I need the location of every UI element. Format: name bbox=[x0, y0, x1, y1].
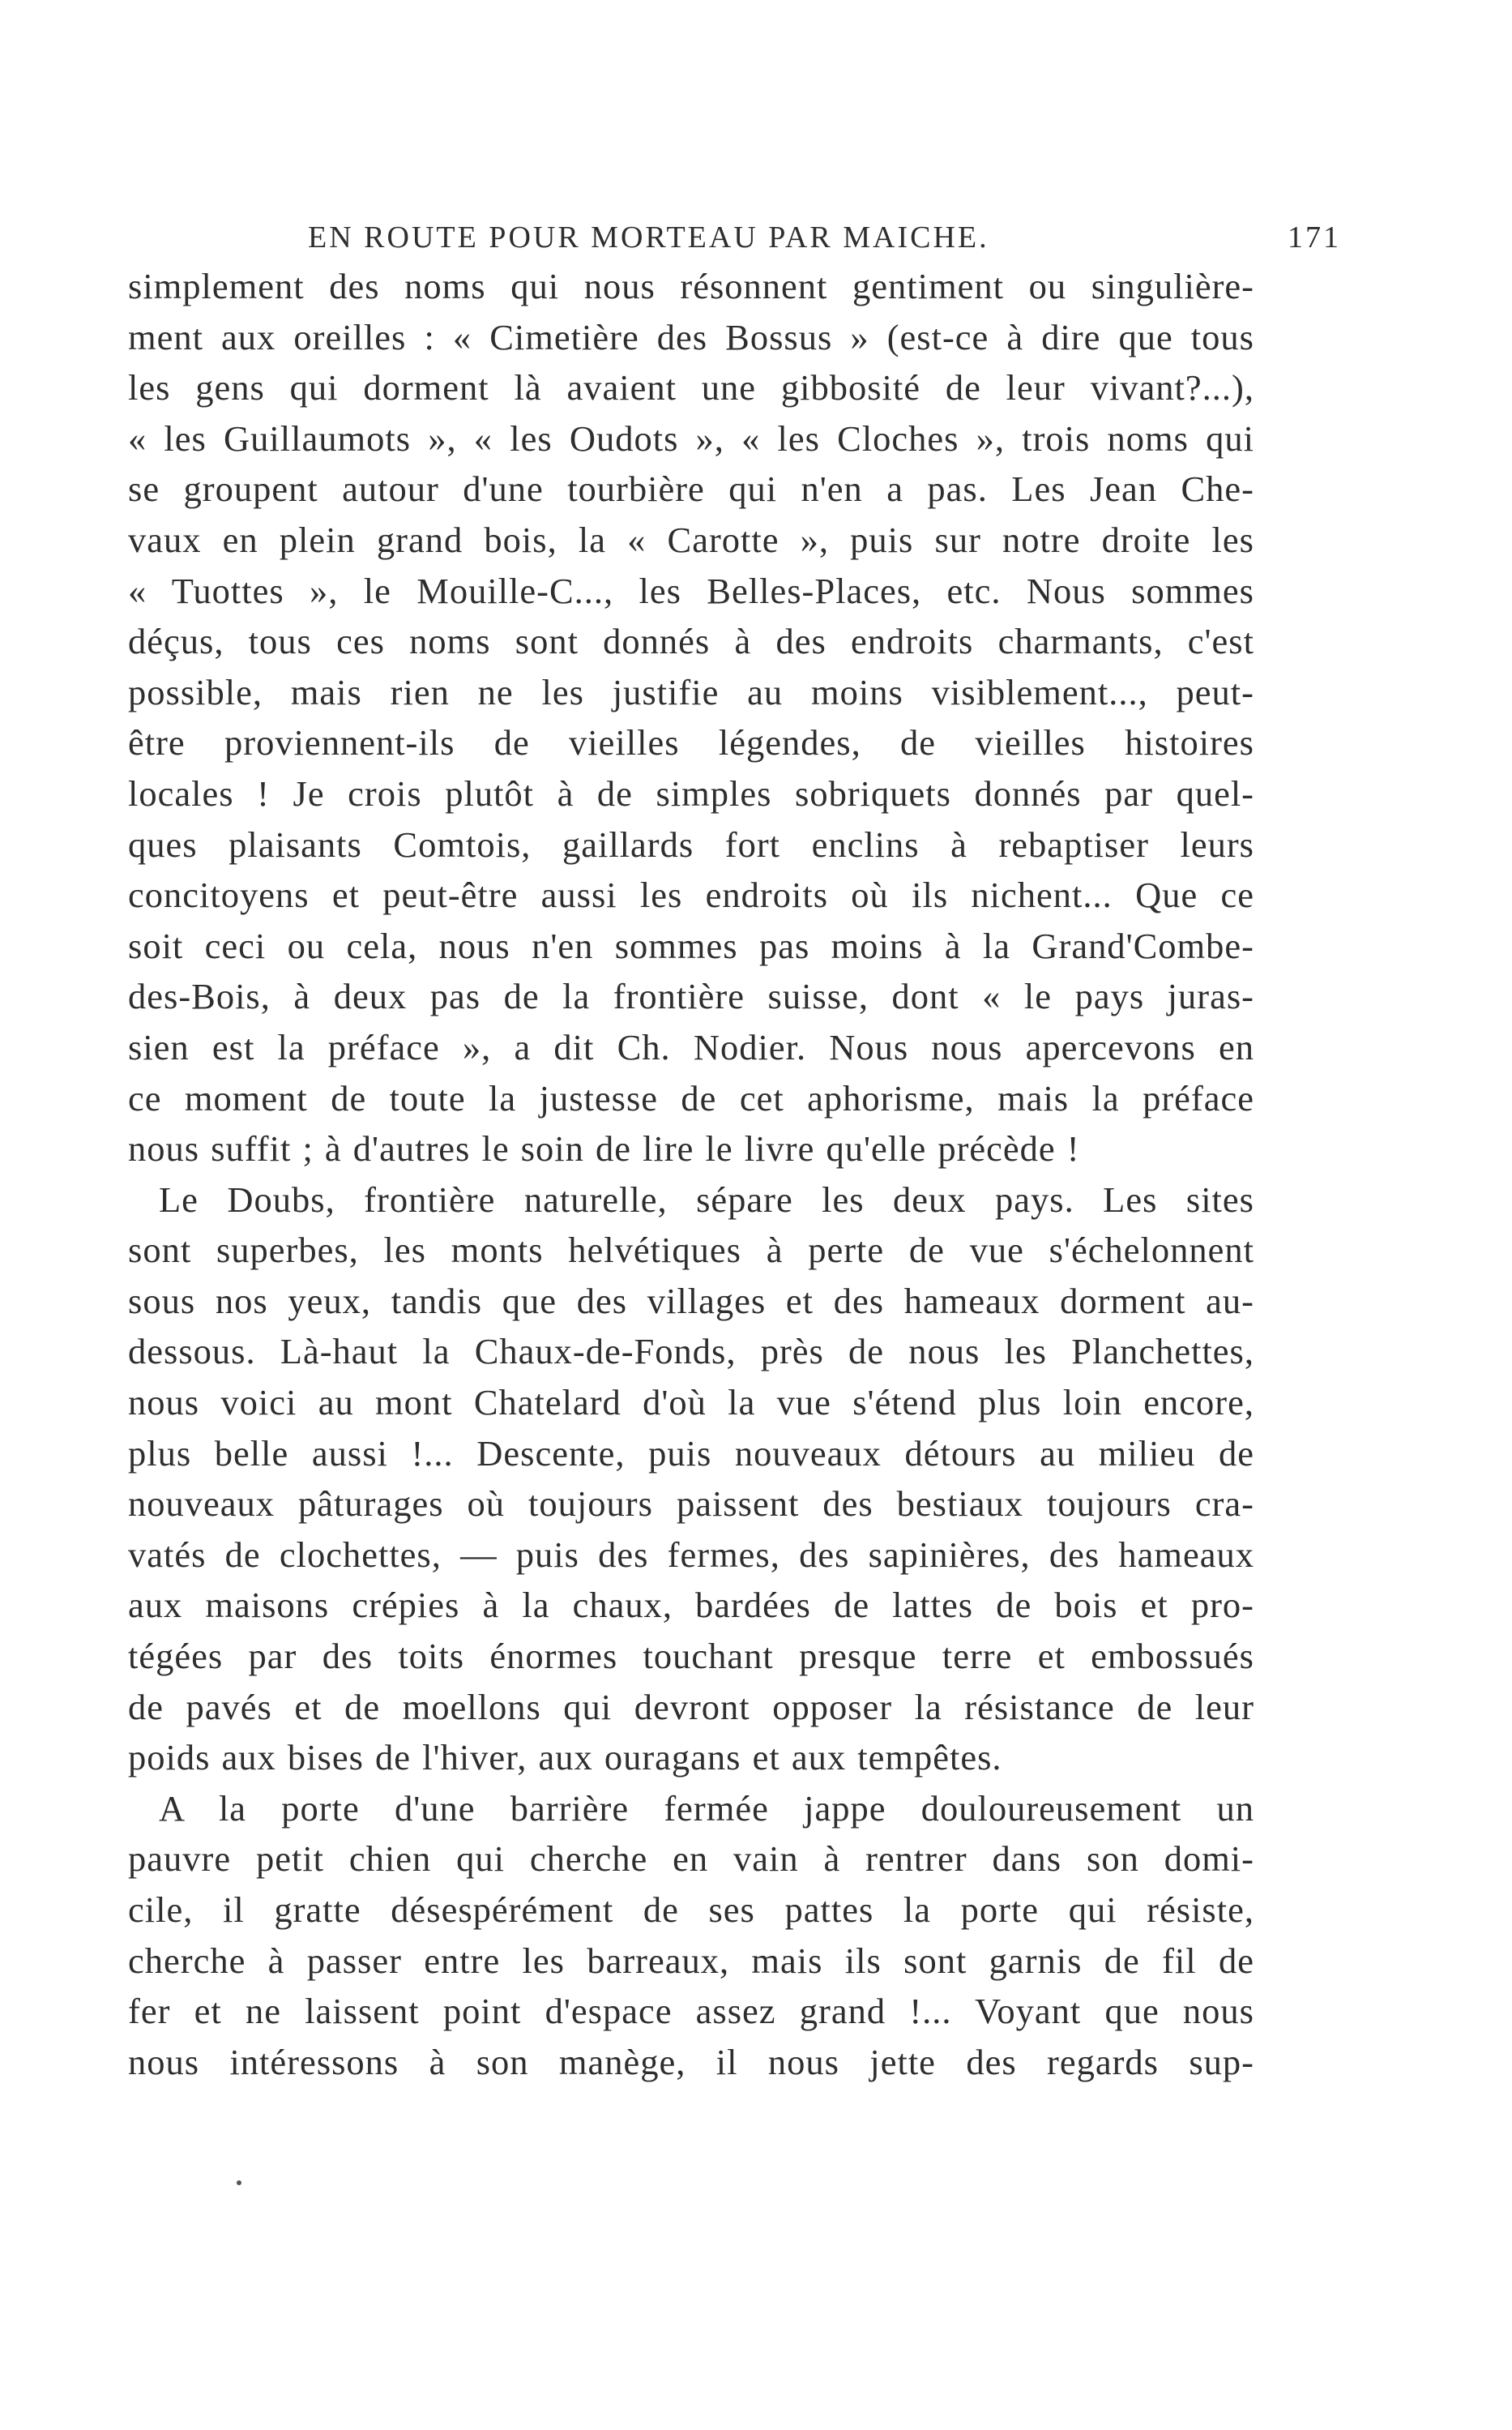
text-line: pauvre petit chien qui cherche en vain à rentrer dans son domi- bbox=[128, 1838, 1254, 1880]
text-line: soit ceci ou cela, nous n'en sommes pas moins à la Grand'Combe- bbox=[128, 925, 1254, 966]
text-line: dessous. Là-haut la Chaux-de-Fonds, près de nous les Planchettes, bbox=[128, 1331, 1254, 1372]
text-line: des-Bois, à deux pas de la frontière suisse, dont « le pays juras- bbox=[128, 976, 1254, 1017]
text-line: nouveaux pâturages où toujours paissent des bestiaux toujours cra- bbox=[128, 1483, 1254, 1525]
text-line: de pavés et de moellons qui devront opposer la résistance de leur bbox=[128, 1686, 1254, 1727]
text-line: tégées par des toits énormes touchant presque terre et embossués bbox=[128, 1636, 1254, 1677]
text-line: sien est la préface », a dit Ch. Nodier. Nous nous apercevons en bbox=[128, 1026, 1254, 1067]
text-line: déçus, tous ces noms sont donnés à des endroits charmants, c'est bbox=[128, 621, 1254, 662]
paragraph-start-line: Le Doubs, frontière naturelle, sépare les deux pays. Les sites bbox=[159, 1179, 1254, 1220]
running-head bbox=[308, 217, 1341, 258]
body-text bbox=[128, 261, 1254, 2087]
text-line: aux maisons crépies à la chaux, bardées de lattes de bois et pro- bbox=[128, 1585, 1254, 1626]
text-line: les gens qui dorment là avaient une gibbosité de leur vivant?...), bbox=[128, 367, 1254, 409]
text-line: vaux en plein grand bois, la « Carotte », puis sur notre droite les bbox=[128, 519, 1254, 560]
text-line: simplement des noms qui nous résonnent gentiment ou singulière- bbox=[128, 266, 1254, 306]
text-line: cile, il gratte désespérément de ses pattes la porte qui résiste, bbox=[128, 1889, 1254, 1930]
text-line: ques plaisants Comtois, gaillards fort enclins à rebaptiser leurs bbox=[128, 824, 1254, 865]
text-line: nous suffit ; à d'autres le soin de lire le livre qu'elle précède ! bbox=[128, 1128, 1080, 1170]
text-line: ce moment de toute la justesse de cet aphorisme, mais la préface bbox=[128, 1077, 1254, 1119]
text-line: sont superbes, les monts helvétiques à perte de vue s'échelonnent bbox=[128, 1230, 1254, 1271]
text-line: sous nos yeux, tandis que des villages et des hameaux dorment au- bbox=[128, 1280, 1254, 1321]
text-line: être proviennent-ils de vieilles légendes, de vieilles histoires bbox=[128, 722, 1254, 764]
text-line: « Tuottes », le Mouille-C..., les Belles-Places, etc. Nous sommes bbox=[128, 570, 1254, 611]
text-line: « les Guillaumots », « les Oudots », « les Cloches », trois noms qui bbox=[128, 417, 1254, 459]
text-line: vatés de clochettes, — puis des fermes, des sapinières, des hameaux bbox=[128, 1534, 1254, 1575]
text-line: poids aux bises de l'hiver, aux ouragans et aux tempêtes. bbox=[128, 1737, 1002, 1778]
text-line: cherche à passer entre les barreaux, mais ils sont garnis de fil de bbox=[128, 1940, 1254, 1981]
ink-speck bbox=[237, 2180, 241, 2185]
paragraph-start-line: A la porte d'une barrière fermée jappe douloureusement un bbox=[159, 1787, 1254, 1829]
page-number: 171 bbox=[1288, 220, 1341, 255]
running-title: EN ROUTE POUR MORTEAU PAR MAICHE. bbox=[308, 220, 989, 255]
text-line: nous voici au mont Chatelard d'où la vue s'étend plus loin encore, bbox=[128, 1382, 1254, 1423]
text-line: concitoyens et peut-être aussi les endroits où ils nichent... Que ce bbox=[128, 875, 1254, 916]
text-line: possible, mais rien ne les justifie au moins visiblement..., peut- bbox=[128, 671, 1254, 712]
text-line: ment aux oreilles : « Cimetière des Bossus » (est-ce à dire que tous bbox=[128, 316, 1254, 357]
text-line: nous intéressons à son manège, il nous jette des regards sup- bbox=[128, 2041, 1254, 2082]
text-line: se groupent autour d'une tourbière qui n'en a pas. Les Jean Che- bbox=[128, 468, 1254, 510]
text-line: plus belle aussi !... Descente, puis nouveaux détours au milieu de bbox=[128, 1432, 1254, 1474]
text-line: fer et ne laissent point d'espace assez grand !... Voyant que nous bbox=[128, 1991, 1254, 2032]
text-line: locales ! Je crois plutôt à de simples sobriquets donnés par quel- bbox=[128, 772, 1254, 814]
